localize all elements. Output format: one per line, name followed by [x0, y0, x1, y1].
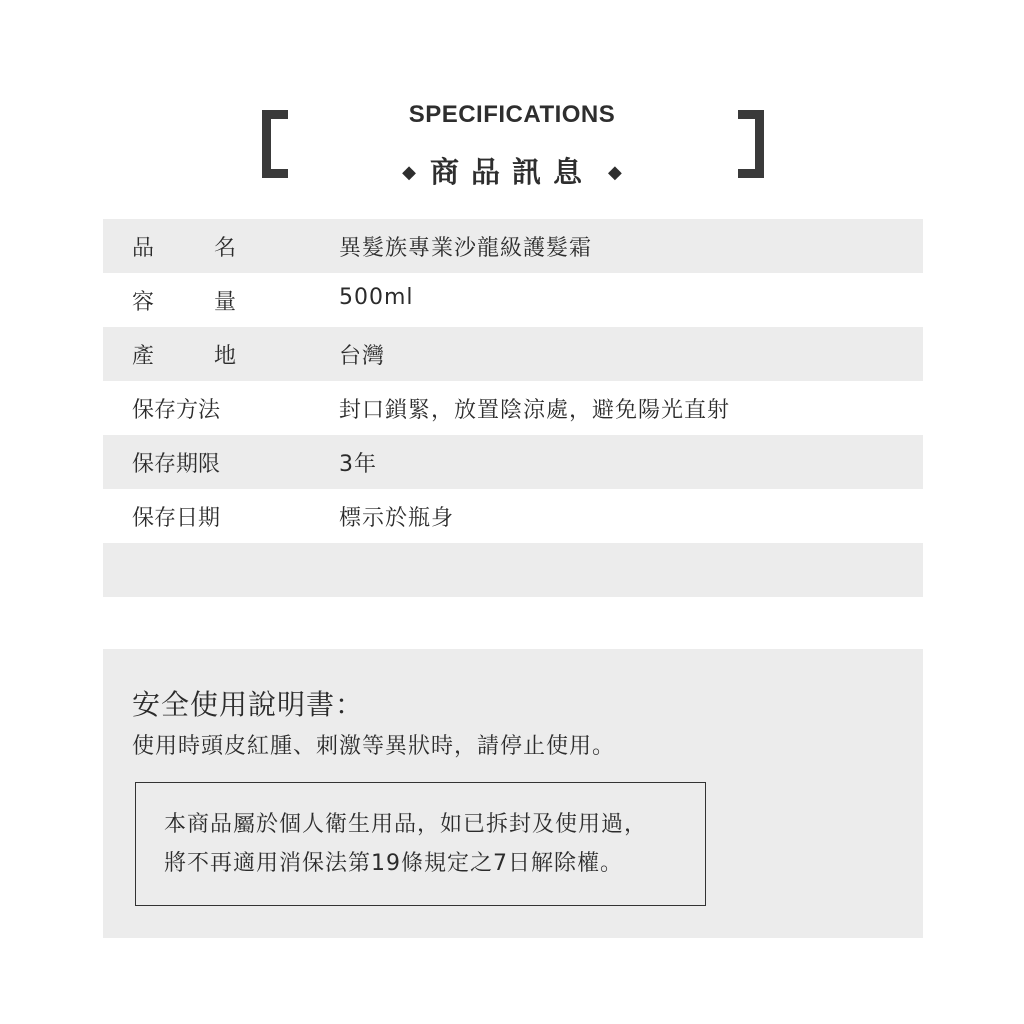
spec-label: 保存方法: [132, 398, 221, 423]
notice-box: [135, 782, 706, 906]
spec-row-origin: [103, 327, 923, 381]
spec-row-storage-method: [103, 381, 923, 435]
spec-label-char: 名: [213, 236, 236, 261]
spec-value: 異髮族專業沙龍級護髮霜: [339, 236, 593, 261]
spec-value: 500ml: [339, 285, 414, 310]
spec-row-storage-date: [103, 489, 923, 543]
page-title-chinese-row: [0, 150, 1024, 191]
spec-value: 3年: [339, 452, 377, 477]
notice-line: 本商品屬於個人衛生用品，如已拆封及使用過，: [164, 812, 648, 837]
safety-instructions-panel: [103, 649, 923, 938]
spec-label: [132, 231, 236, 262]
spec-value: 封口鎖緊，放置陰涼處，避免陽光直射: [339, 398, 731, 423]
page-title-chinese: 商品訊息: [429, 155, 594, 189]
spec-label-char: 地: [213, 344, 236, 369]
spec-value: 標示於瓶身: [339, 506, 455, 531]
spec-label-char: 產: [132, 344, 155, 369]
spec-row-name: [103, 219, 923, 273]
safety-text: 使用時頭皮紅腫、刺激等異狀時，請停止使用。: [132, 734, 616, 759]
diamond-right-icon: ◆: [608, 162, 622, 183]
spec-label: 保存日期: [132, 506, 221, 531]
spec-label: 保存期限: [132, 452, 221, 477]
safety-heading: 安全使用說明書：: [132, 688, 365, 721]
specifications-table: [103, 219, 923, 597]
notice-line: 將不再適用消保法第19條規定之7日解除權。: [164, 851, 623, 876]
spec-value: 台灣: [339, 344, 386, 369]
spec-label: [132, 339, 236, 370]
spec-label-char: 品: [132, 236, 155, 261]
spec-row-shelf-life: [103, 435, 923, 489]
spec-label: [132, 285, 236, 316]
spec-label-char: 量: [213, 290, 236, 315]
spec-row-volume: [103, 273, 923, 327]
spec-row-empty: [103, 543, 923, 597]
page-title-english: SPECIFICATIONS: [408, 101, 616, 128]
spec-label-char: 容: [132, 290, 155, 315]
diamond-left-icon: ◆: [402, 162, 416, 183]
